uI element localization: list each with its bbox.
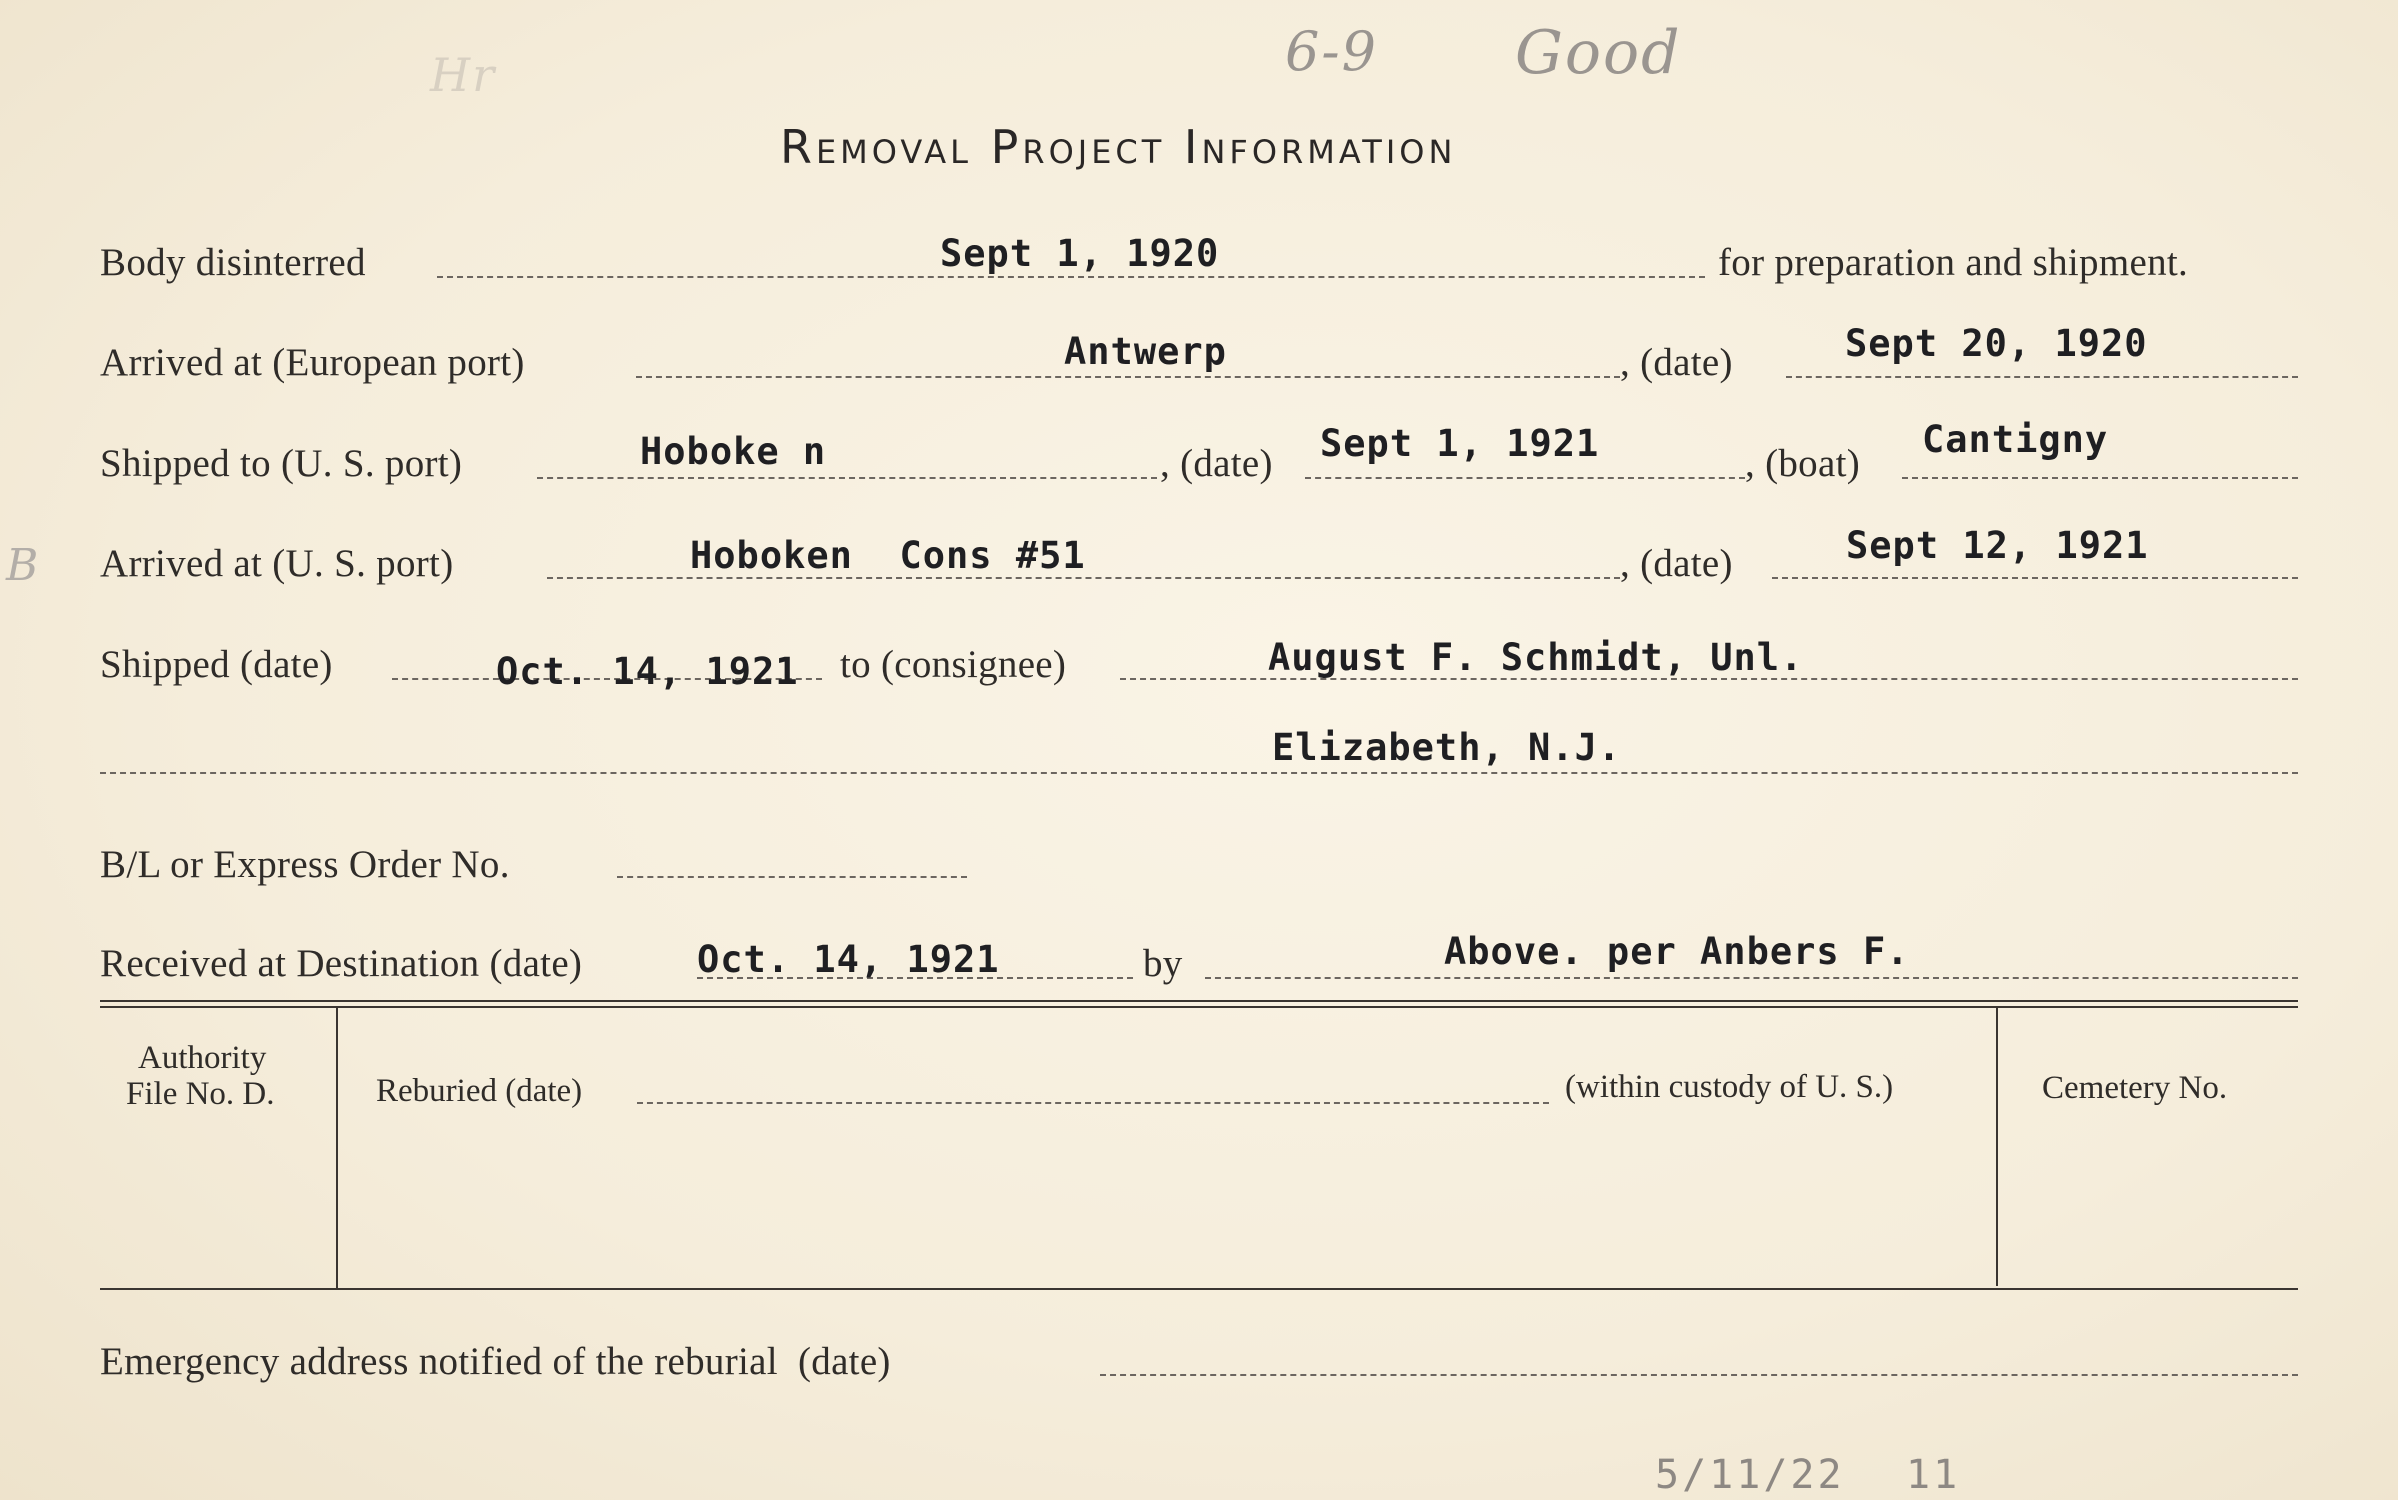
reburied-label: Reburied (date) [376,1073,583,1109]
shipped-date-value: Oct. 14, 1921 [496,650,799,693]
reburied-line [637,1102,1549,1104]
shipped-us-label: Shipped to (U. S. port) [100,442,463,485]
arrived-europe-date-value: Sept 20, 1920 [1845,322,2148,365]
cemetery-label: Cemetery No. [2042,1070,2228,1106]
arrived-us-date-line [1772,577,2298,579]
arrived-us-value: Hoboken Cons #51 [690,534,1086,577]
consignee-label: to (consignee) [840,643,1067,686]
table-divider-right [1996,1008,1998,1286]
body-disinterred-label: Body disinterred [100,241,366,284]
arrived-us-date-label: , (date) [1620,542,1733,585]
received-by-line [1205,977,2298,979]
arrived-europe-date-line [1786,376,2298,378]
custody-label: (within custody of U. S.) [1565,1069,1894,1105]
authority-label-line2: File No. D. [126,1076,275,1112]
faint-annotation: Hr [430,48,497,102]
table-top-rule-double [100,1006,2298,1008]
body-disinterred-line [437,276,1705,278]
arrived-us-label: Arrived at (U. S. port) [100,542,454,585]
emergency-label: Emergency address notified of the reburial (date) [100,1340,891,1383]
shipped-us-boat-line [1902,477,2298,479]
arrived-us-date-value: Sept 12, 1921 [1846,524,2149,567]
grade-word-annotation: Good [1515,18,1682,88]
received-by-value: Above. per Anbers F. [1444,930,1910,973]
shipped-us-value: Hoboke n [640,430,827,473]
footer-stamp-code: 11 [1906,1452,1961,1498]
margin-mark-annotation: B [6,540,41,591]
shipped-us-date-value: Sept 1, 1921 [1320,422,1600,465]
authority-label-line1: Authority [138,1040,267,1076]
grade-number-annotation: 6-9 [1285,20,1378,83]
bl-order-label: B/L or Express Order No. [100,843,510,886]
received-label: Received at Destination (date) [100,942,583,985]
shipped-us-boat-label: , (boat) [1745,442,1861,485]
emergency-line [1100,1374,2298,1376]
form-title: Removal Project Information [780,120,1457,174]
table-bottom-rule [100,1288,2298,1290]
table-divider-left [336,1008,338,1288]
received-by-label: by [1143,942,1183,985]
footer-stamp-date: 5/11/22 [1655,1452,1845,1498]
consignee-value: August F. Schmidt, Unl. [1268,636,1804,679]
shipped-us-boat-value: Cantigny [1922,418,2109,461]
received-date-value: Oct. 14, 1921 [697,938,1000,981]
table-top-rule [100,1000,2298,1002]
body-disinterred-value: Sept 1, 1920 [940,232,1220,275]
arrived-europe-date-label: , (date) [1620,341,1733,384]
arrived-us-line [547,577,1620,579]
shipped-us-date-line [1305,477,1745,479]
shipped-us-line [537,477,1157,479]
bl-order-line [617,876,967,878]
shipped-date-label: Shipped (date) [100,643,333,686]
shipped-us-date-label: , (date) [1160,442,1273,485]
body-disinterred-suffix: for preparation and shipment. [1718,241,2189,284]
arrived-europe-value: Antwerp [1064,330,1227,373]
consignee-value-line-2: Elizabeth, N.J. [1272,726,1622,769]
arrived-europe-label: Arrived at (European port) [100,341,525,384]
arrived-europe-line [636,376,1620,378]
consignee-line-2 [100,772,2298,774]
